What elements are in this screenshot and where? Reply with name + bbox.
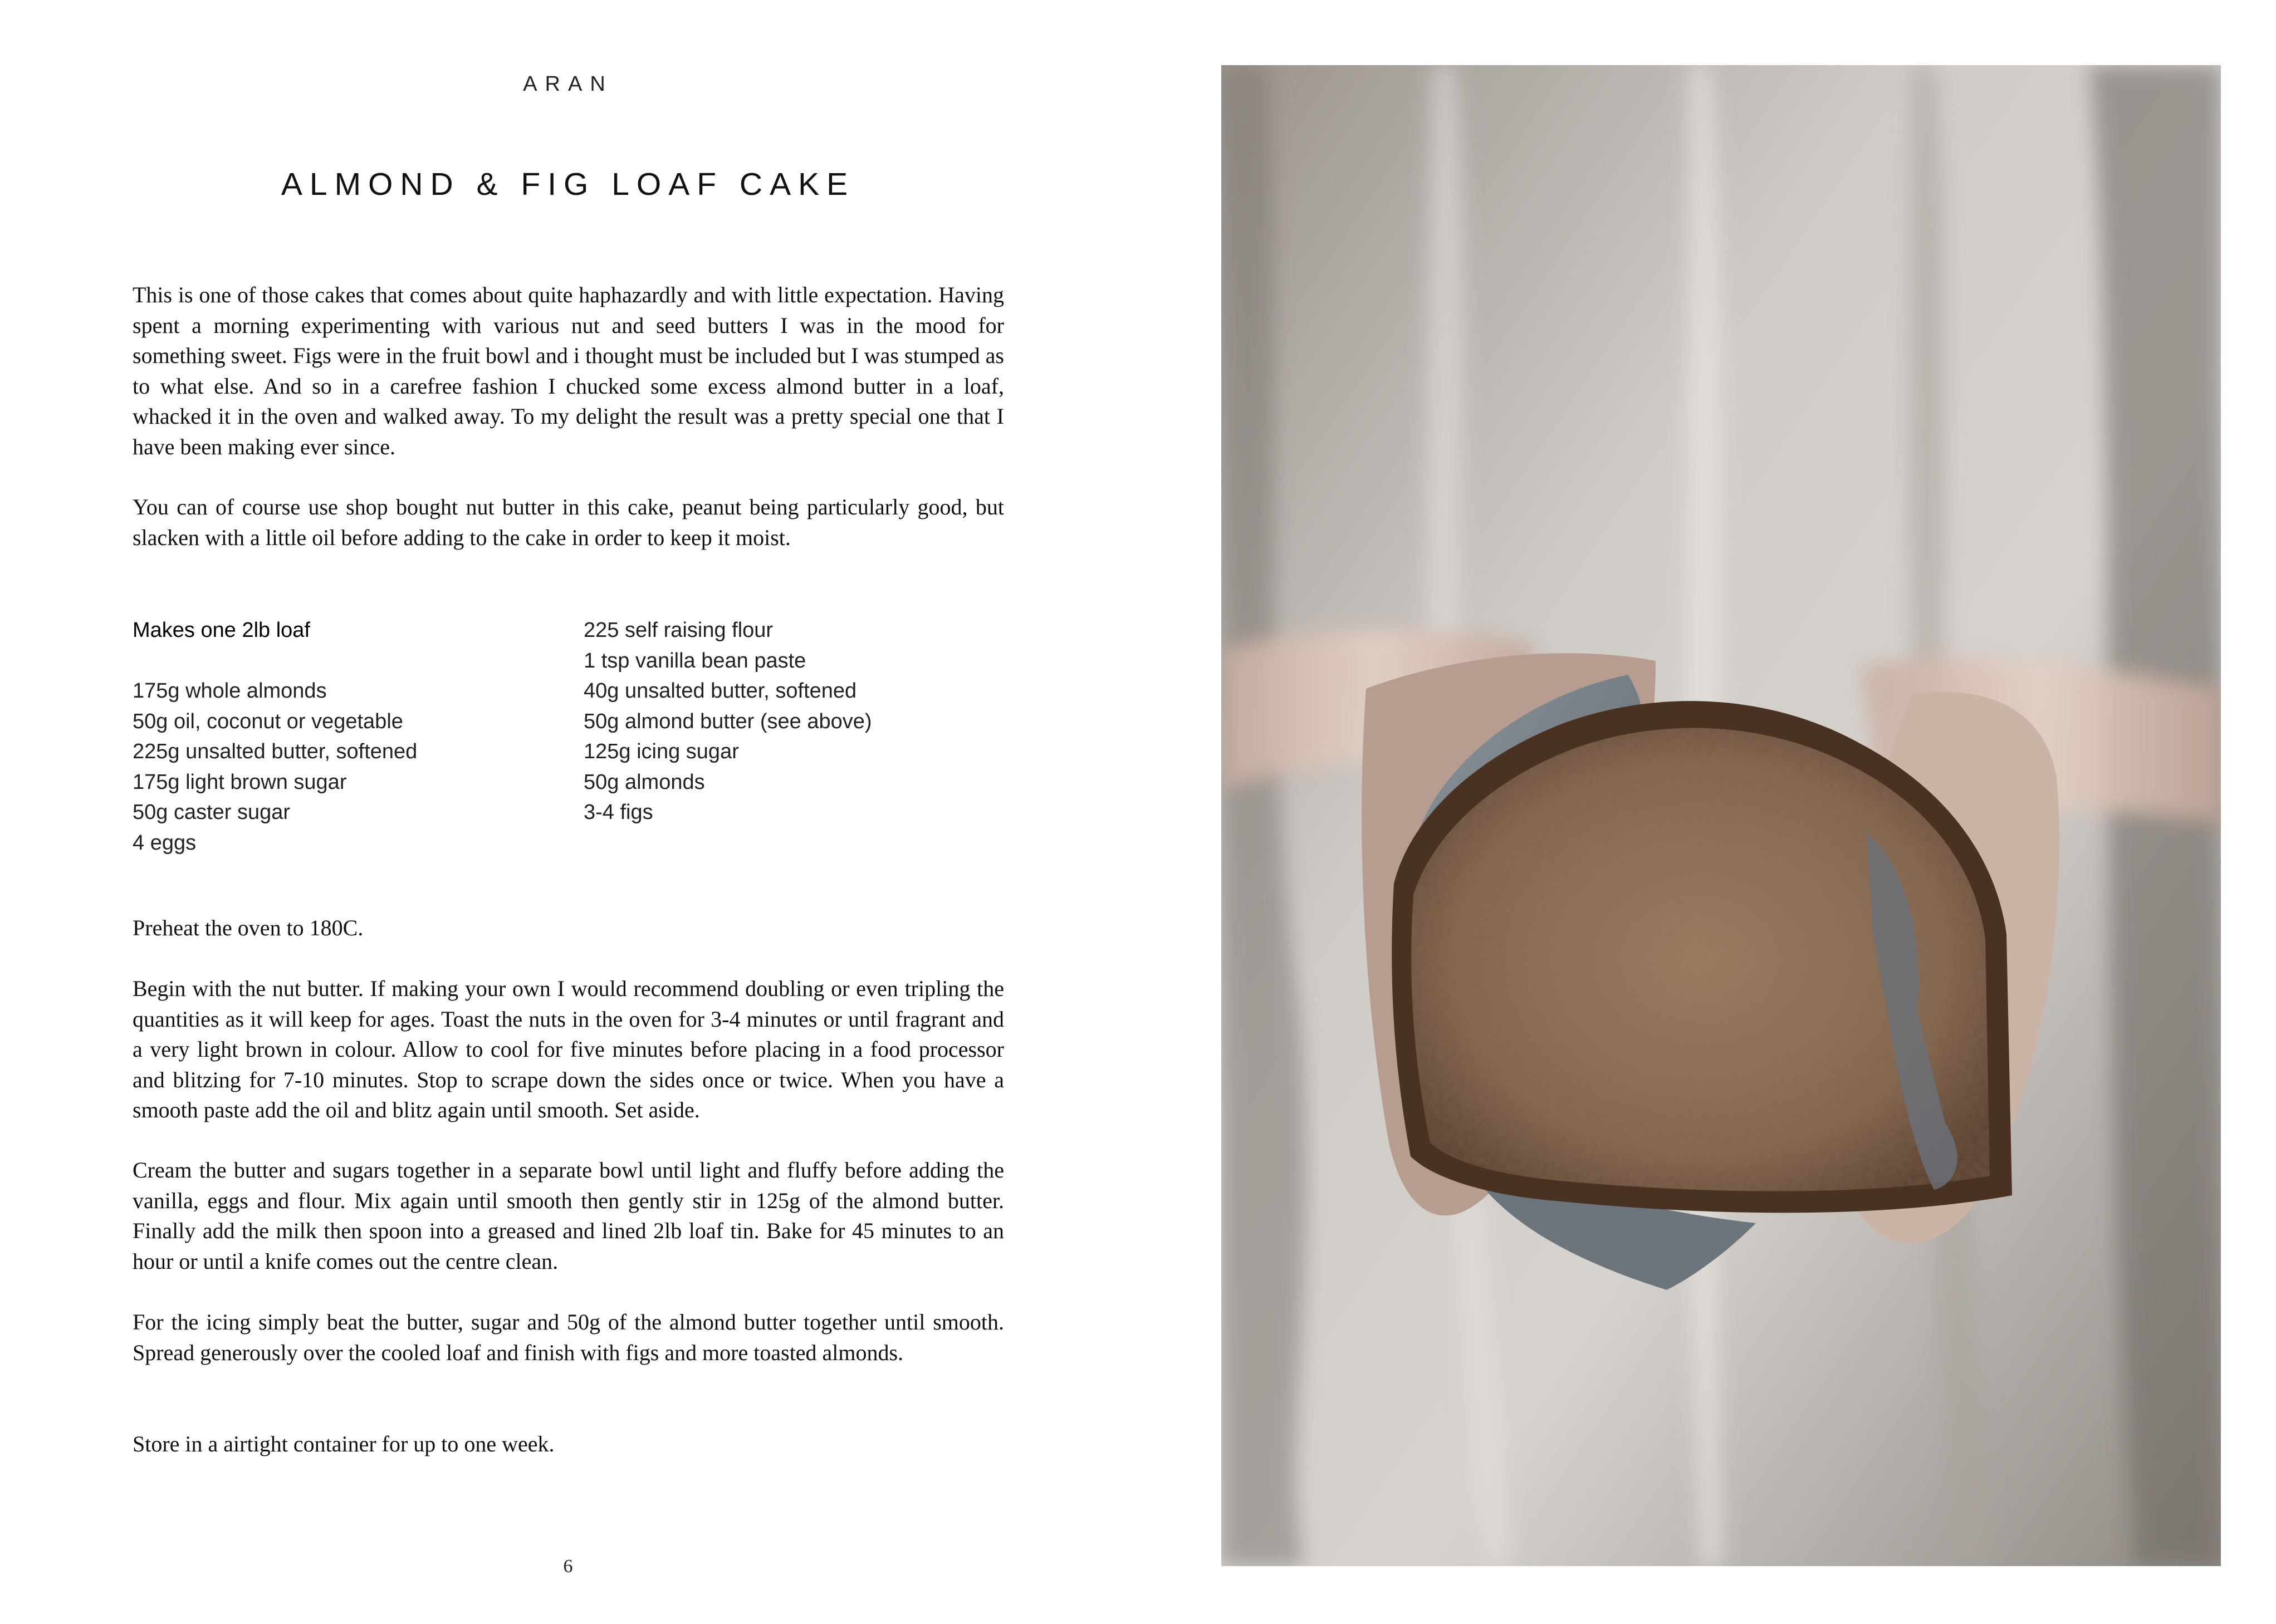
running-head: ARAN (523, 72, 613, 96)
ingredient-item: 225g unsalted butter, softened (133, 740, 418, 763)
loaf-cake-photo (1221, 65, 2221, 1566)
ingredients-column-1 (133, 615, 567, 858)
intro-paragraph-2: You can of course use shop bought nut butter in this cake, peanut being particularly good, but slacken with a little oil before adding to the cake in order to keep it moist. (133, 494, 1004, 550)
method-step-icing: For the icing simply beat the butter, sugar and 50g of the almond butter together until smooth. Spread generously over the cooled loaf and finish with figs and more toasted almonds. (133, 1309, 1004, 1365)
photo-illustration (1221, 65, 2221, 1566)
yield-note: Makes one 2lb loaf (133, 619, 310, 642)
ingredient-item: 3-4 figs (584, 801, 653, 824)
ingredient-item: 175g light brown sugar (133, 770, 347, 794)
ingredient-item: 50g almond butter (see above) (584, 709, 872, 733)
recipe-title: ALMOND & FIG LOAF CAKE (281, 166, 855, 202)
method-step-batter: Cream the butter and sugars together in a separate bowl until light and fluffy before adding the vanilla, eggs and flour. Mix again until smooth then gently stir in 125g of the almond butter. Finally add the milk then spoon into a greased and lined 2lb loaf tin. Bake for 45 minutes to an hour or until a knife comes out the centre clean. (133, 1157, 1004, 1274)
method-step-preheat: Preheat the oven to 180C. (133, 915, 364, 940)
ingredient-item: 40g unsalted butter, softened (584, 679, 857, 703)
ingredient-item: 4 eggs (133, 831, 197, 855)
ingredient-item: 50g oil, coconut or vegetable (133, 709, 403, 733)
ingredient-item: 175g whole almonds (133, 679, 327, 703)
intro-paragraph-1: This is one of those cakes that comes about quite haphazardly and with little expectation. Having spent a morning experimenting with various nut and seed butters I was in the mood for something sweet. Figs were in the fruit bowl and i thought must be included but I was stumped as to what else. And so in a carefree fashion I chucked some excess almond butter in a loaf, whacked it in the oven and walked away. To my delight the result was a pretty special one that I have been making ever since. (133, 282, 1004, 459)
ingredients-column-2 (584, 615, 1007, 828)
ingredient-item: 225 self raising flour (584, 619, 774, 642)
page-number: 6 (563, 1556, 573, 1577)
ingredient-item: 50g caster sugar (133, 801, 291, 824)
method-step-storage: Store in a airtight container for up to one week. (133, 1431, 555, 1456)
method-step-nut-butter: Begin with the nut butter. If making your own I would recommend doubling or even tripling the quantities as it will keep for ages. Toast the nuts in the oven for 3-4 minutes or until fragrant and a very light brown in colour. Allow to cool for five minutes before placing in a food processor and blitzing for 7-10 minutes. Stop to scrape down the sides once or twice. When you have a smooth paste add the oil and blitz again until smooth. Set aside. (133, 976, 1004, 1122)
ingredient-item: 125g icing sugar (584, 740, 739, 763)
ingredient-item: 50g almonds (584, 770, 705, 794)
ingredient-item: 1 tsp vanilla bean paste (584, 649, 806, 673)
